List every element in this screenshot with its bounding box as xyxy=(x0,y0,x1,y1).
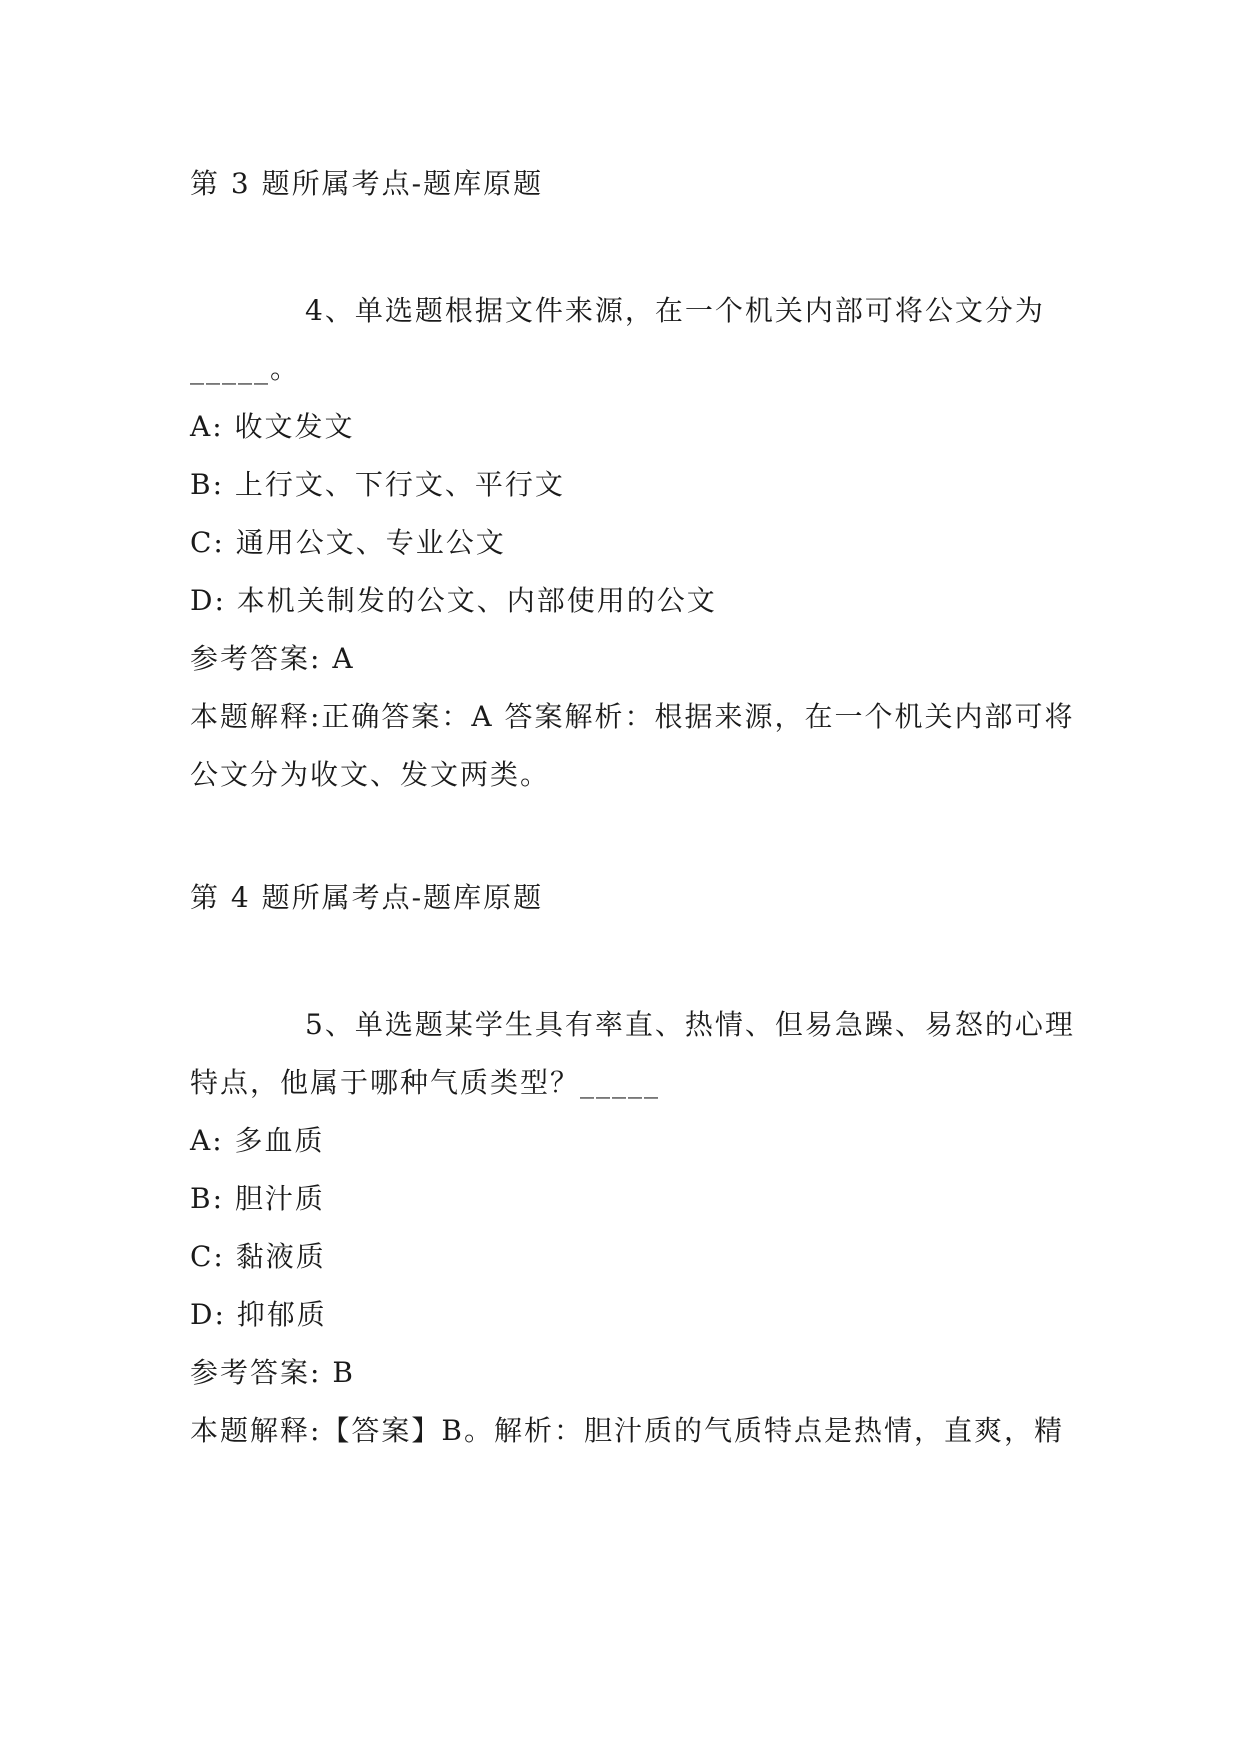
q4-option-c: C: 通用公文、专业公文 xyxy=(190,526,506,559)
q5-option-d: D: 抑郁质 xyxy=(190,1298,327,1331)
q4-option-d: D: 本机关制发的公文、内部使用的公文 xyxy=(190,584,717,617)
q5-stem-line2: 特点，他属于哪种气质类型？_____ xyxy=(190,1066,661,1099)
q5-option-c: C: 黏液质 xyxy=(190,1240,326,1273)
q4-answer: 参考答案: A xyxy=(190,642,355,675)
q4-stem-line1: 4、单选题根据文件来源，在一个机关内部可将公文分为 xyxy=(305,294,1045,327)
q4-explanation-line2: 公文分为收文、发文两类。 xyxy=(190,758,551,791)
q5-answer: 参考答案: B xyxy=(190,1356,355,1389)
q5-explanation-line1: 本题解释:【答案】B。解析：胆汁质的气质特点是热情，直爽，精 xyxy=(190,1414,1065,1447)
q4-stem-line2: _____。 xyxy=(190,352,301,385)
q5-option-b: B: 胆汁质 xyxy=(190,1182,325,1215)
q4-section-label: 第 4 题所属考点-题库原题 xyxy=(190,881,544,914)
q4-explanation-line1: 本题解释:正确答案：A 答案解析：根据来源，在一个机关内部可将 xyxy=(190,700,1075,733)
q5-stem-line1: 5、单选题某学生具有率直、热情、但易急躁、易怒的心理 xyxy=(305,1008,1075,1041)
q4-option-b: B: 上行文、下行文、平行文 xyxy=(190,468,565,501)
q5-option-a: A: 多血质 xyxy=(190,1124,325,1157)
q4-option-a: A: 收文发文 xyxy=(190,410,355,443)
q3-section-label: 第 3 题所属考点-题库原题 xyxy=(190,167,544,200)
